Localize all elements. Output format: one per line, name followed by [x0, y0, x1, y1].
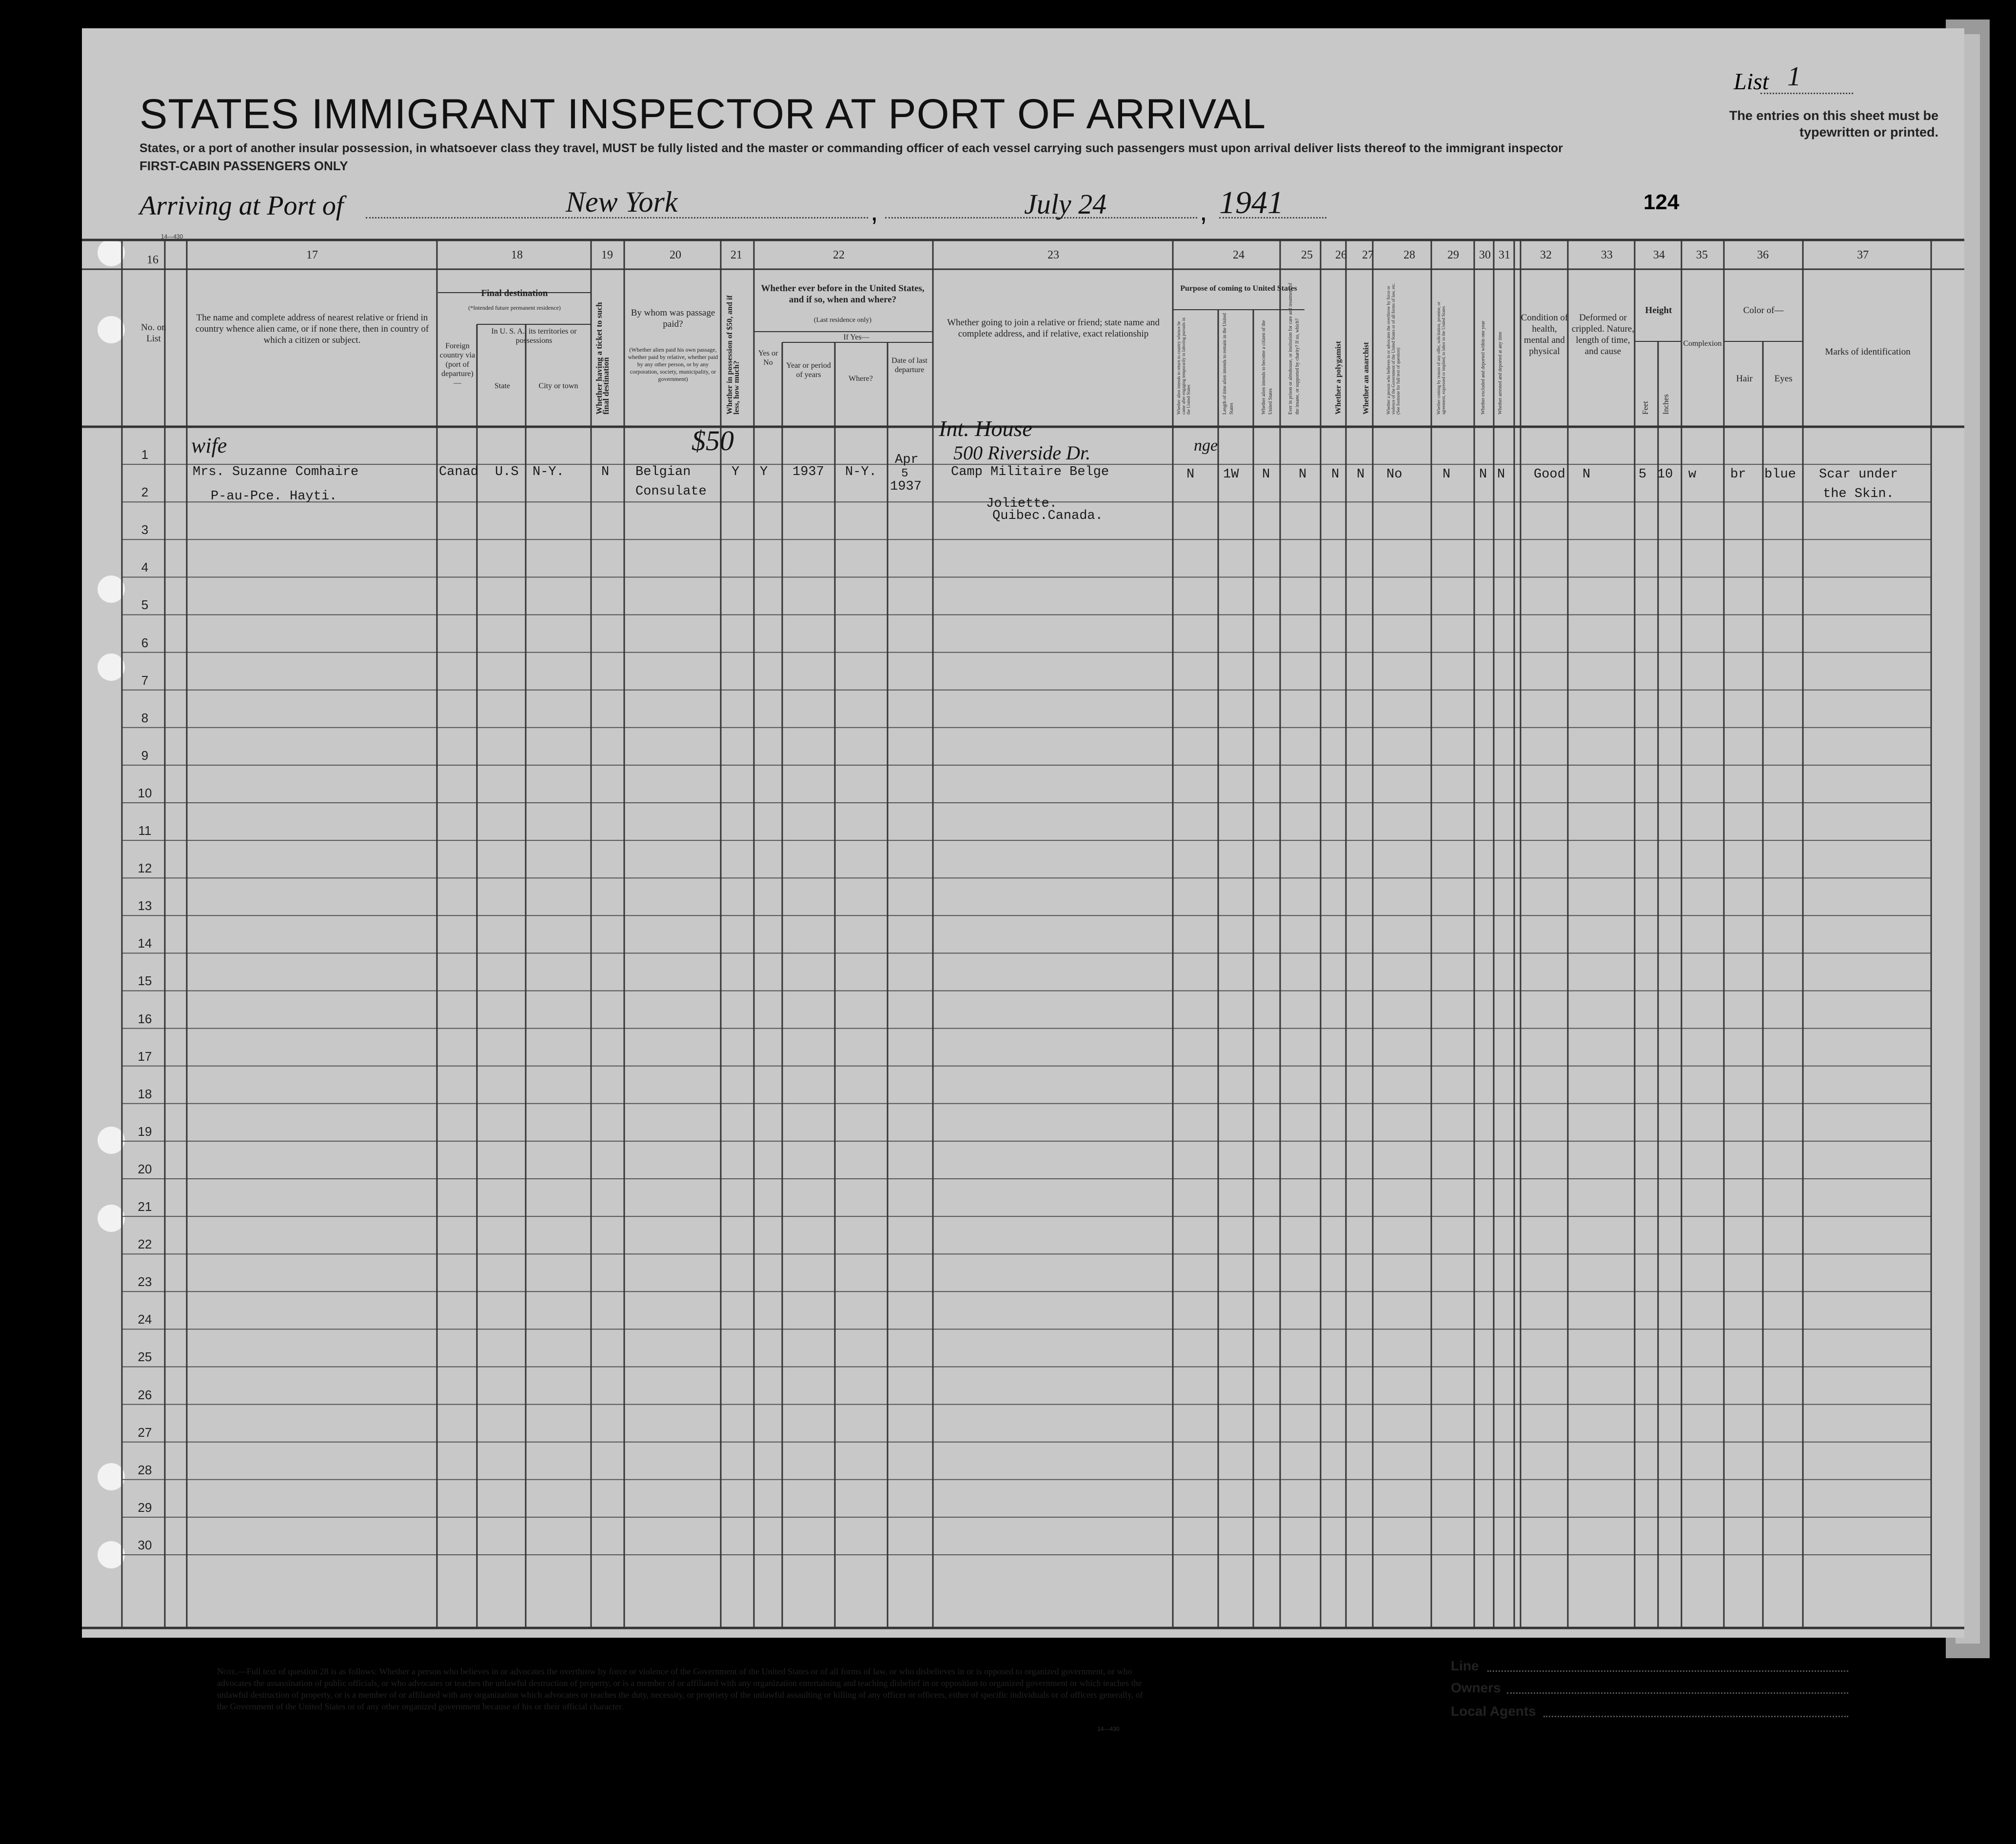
- row-number: 13: [138, 898, 152, 913]
- excluded-value: N: [1479, 467, 1487, 482]
- money-handwritten: $50: [692, 425, 734, 456]
- row-number: 15: [138, 973, 152, 989]
- col-header-passage-paid: By whom was passage paid?: [631, 308, 715, 329]
- col-header-city: City or town: [538, 382, 578, 390]
- form-subtitle-line1: States, or a port of another insular possession, in whatsoever class they travel, MUST be fully listed and the master or commanding officer of each vessel carrying such passengers must upon arrival deliver lists thereof to the immigrant inspector: [139, 141, 1563, 155]
- prison-value: N: [1299, 467, 1307, 482]
- col-header-color-of: Color of—: [1743, 305, 1784, 316]
- row-number: 1: [141, 447, 149, 462]
- form-title: STATES IMMIGRANT INSPECTOR AT PORT OF ARRIVAL: [139, 91, 1266, 138]
- year-value: 1941: [1219, 185, 1284, 220]
- col-header-join-relative: Whether going to join a relative or friend; state name and complete address, and if relative, exact relationship: [947, 317, 1160, 339]
- marks-line1: Scar under: [1819, 467, 1898, 482]
- form-code-bottom: 14—430: [1097, 1725, 1120, 1732]
- col-header-final-destination: Final destination: [481, 288, 548, 298]
- row-number: 9: [141, 748, 149, 763]
- row-number: 11: [138, 823, 152, 838]
- col-header-if-yes: If Yes—: [843, 333, 870, 341]
- row-number: 14: [138, 936, 152, 951]
- col-header-foreign-country: Foreign country via (port of departure)—: [439, 342, 475, 387]
- col-num-29: 29: [1447, 249, 1459, 261]
- col-header-passage-paid-note: (Whether alien paid his own passage, whether paid by relative, whether paid by any other person, or by any corporation, society, municipality, or government): [628, 346, 718, 382]
- footnote-text: —Full text of question 28 is as follows: Whether a person who believes in or advocates the overthrow by force or violence of the Government of the United States or of all forms of law, or who disbelieves in or is opposed to organized government, or who advocates the assassination of public officials, or who advocates or teaches the unlawful destruction of property, or is a member of or affiliated with any organization entertaining and teaching disbelief in or opposition to organized government or which teaches the unlawful destruction of property, or is a member of or affiliated with any organization which advocates or teaches the duty, necessity, or propriety of the unlawful assaulting or killing of any officer or officers, either of specific individuals or of officers generally, of the Government of the United States or of any other organized government because of his or their official character.: [217, 1666, 1143, 1711]
- join-handwritten-1: Int. House: [939, 416, 1032, 441]
- col-header-polygamist: Whether a polygamist: [1334, 341, 1343, 415]
- row-number: 24: [138, 1312, 152, 1327]
- col-num-18: 18: [511, 249, 523, 261]
- row-number: 18: [138, 1086, 152, 1101]
- col-header-complexion: Complexion: [1683, 339, 1722, 348]
- col-num-17: 17: [306, 249, 318, 261]
- row-number: 27: [138, 1425, 152, 1440]
- join-line2: Joliette.: [986, 496, 1057, 511]
- col-header-ticket: Whether having a ticket to such final destination: [594, 302, 611, 415]
- row-number: 19: [138, 1124, 152, 1139]
- relation-handwritten: wife: [191, 434, 227, 457]
- col-num-20: 20: [670, 249, 681, 261]
- departure-year: 1937: [890, 479, 922, 494]
- where-value: N-Y.: [845, 465, 877, 479]
- col-header-ever-in-us: Whether ever before in the United States, and if so, when and where?: [761, 283, 925, 305]
- col-header-hair: Hair: [1736, 374, 1753, 384]
- col-num-21: 21: [731, 249, 742, 261]
- owners-dots: [1507, 1692, 1848, 1694]
- col-num-22: 22: [833, 249, 845, 261]
- foreign-country: Canad: [439, 465, 479, 479]
- row-number: 17: [138, 1049, 152, 1064]
- ever-in-us-value: Y: [760, 465, 768, 479]
- col-header-date-departure: Date of last departure: [891, 357, 928, 374]
- join-handwritten-2: 500 Riverside Dr.: [953, 442, 1091, 464]
- row-number: 29: [138, 1500, 152, 1515]
- col-header-yes-no: Yes or No: [758, 349, 778, 367]
- citizen-value: N: [1262, 467, 1270, 482]
- col-num-28: 28: [1403, 249, 1415, 261]
- row-number: 6: [141, 635, 149, 650]
- overthrow-value: No: [1386, 467, 1403, 482]
- row-number: 8: [141, 710, 149, 725]
- paid-by-line2: Consulate: [635, 484, 707, 499]
- list-number: 1: [1787, 61, 1801, 92]
- list-label: List: [1734, 69, 1769, 95]
- col-num-27: 27: [1362, 249, 1374, 261]
- col-header-arrested: Whether arrested and deported at any time: [1498, 332, 1503, 415]
- hair-value: br: [1730, 467, 1746, 482]
- row-number: 22: [138, 1237, 152, 1252]
- col-num-30: 30: [1479, 249, 1491, 261]
- col-header-deformed: Deformed or crippled. Nature, length of time, and cause: [1571, 313, 1635, 357]
- col-header-height: Height: [1645, 305, 1672, 316]
- port-value: New York: [566, 186, 678, 218]
- col-header-eyes: Eyes: [1774, 374, 1793, 384]
- comma: ,: [870, 196, 878, 226]
- col-num-35: 35: [1696, 249, 1708, 261]
- col-num-32: 32: [1540, 249, 1552, 261]
- typewritten-note: The entries on this sheet must be typewritten or printed.: [1729, 108, 1938, 139]
- destination-state: U.S: [495, 465, 519, 479]
- deformed-value: N: [1582, 467, 1591, 482]
- row-number: 12: [138, 861, 152, 876]
- col-num-36: 36: [1757, 249, 1769, 261]
- footnote-label: Note.: [217, 1666, 238, 1676]
- col-header-state: State: [494, 382, 510, 390]
- comma: ,: [1200, 196, 1207, 226]
- form-code-top: 14—430: [161, 233, 183, 240]
- anarchist-value: N: [1357, 467, 1365, 482]
- destination-city: N-Y.: [533, 465, 564, 479]
- col-num-26: 26: [1335, 249, 1347, 261]
- marks-line2: the Skin.: [1823, 487, 1894, 501]
- join-line1: Camp Militaire Belge: [951, 465, 1109, 479]
- row-number: 16: [138, 1011, 152, 1026]
- agents-dots: [1543, 1716, 1848, 1717]
- col-num-16: 16: [147, 254, 158, 266]
- col-header-marks: Marks of identification: [1825, 347, 1911, 357]
- line-label: Line: [1451, 1658, 1479, 1673]
- col-header-overthrow: Whether a person who believes in or advocates the overthrow by force or violence of the Government of the United States or of all forms of law, etc. (See footnote for full text of question): [1386, 283, 1401, 415]
- col-header-feet: Feet: [1641, 401, 1650, 415]
- col-header-inches: Inches: [1662, 394, 1670, 415]
- row-number: 20: [138, 1161, 152, 1176]
- paid-by-line1: Belgian: [635, 465, 691, 479]
- col-header-excluded: Whether excluded and deported within one year: [1481, 320, 1486, 415]
- col-header-anarchist: Whether an anarchist: [1362, 342, 1370, 415]
- row-number: 25: [138, 1349, 152, 1365]
- col-num-19: 19: [601, 249, 613, 261]
- col-header-possession-50: Whether in possession of $50, and if less, how much?: [726, 295, 741, 415]
- has-50-value: Y: [731, 465, 740, 479]
- col-header-no-on-list: No. on List: [141, 322, 166, 344]
- row-number: 5: [141, 597, 149, 613]
- row-number: 10: [138, 785, 152, 800]
- col-header-length-stay: Length of time alien intends to remain in the United States: [1222, 313, 1234, 415]
- col-header-return-country: Whether alien intends to return to country whence he came after engaging temporarily in laboring pursuits in the United States: [1176, 317, 1191, 415]
- departure-month: Apr: [895, 453, 919, 467]
- return-country-value: N: [1186, 467, 1195, 482]
- col-header-last-residence: (Last residence only): [813, 317, 872, 324]
- row-number: 23: [138, 1274, 152, 1289]
- line-dots: [1487, 1670, 1848, 1672]
- row-number: 3: [141, 522, 149, 537]
- col-header-health: Condition of health, mental and physical: [1521, 313, 1568, 357]
- row-number: 2: [141, 485, 149, 500]
- owners-label: Owners: [1451, 1680, 1501, 1695]
- col-header-prison: Ever in prison or almshouse, or institution for care and treatment of the insane, or supported by charity? If so, which?: [1288, 283, 1300, 415]
- page-number: 124: [1643, 190, 1680, 214]
- join-line3: Quibec.Canada.: [992, 509, 1103, 523]
- col-header-offer-labor: Whether coming by reason of any offer, solicitation, promise, or agreement, expressed or implied, to labor in the United States: [1436, 301, 1446, 415]
- col-header-where: Where?: [849, 375, 873, 383]
- departure-day: 5: [901, 467, 909, 480]
- col-num-31: 31: [1499, 249, 1510, 261]
- polygamist-value: N: [1331, 467, 1340, 482]
- arriving-label: Arriving at Port of: [139, 191, 344, 221]
- col-header-year-period: Year or period of years: [786, 361, 831, 379]
- offer-labor-value: N: [1443, 467, 1451, 482]
- feet-value: 5: [1639, 467, 1647, 482]
- col-header-final-destination-note: (*Intended future permanent residence): [468, 304, 561, 311]
- col-header-purpose: Purpose of coming to United States: [1180, 284, 1297, 293]
- row-number: 21: [138, 1199, 152, 1214]
- row-number: 30: [138, 1537, 152, 1552]
- col-num-23: 23: [1048, 249, 1059, 261]
- col-header-relative-address: The name and complete address of nearest relative or friend in country whence alien came, or if none there, then in country of which a citizen or subject.: [195, 313, 429, 345]
- col-header-citizen: Whether alien intends to become a citizen of the United States: [1261, 320, 1273, 415]
- date-value: July 24: [1024, 188, 1107, 220]
- row-number: 28: [138, 1462, 152, 1477]
- inches-value: 10: [1657, 467, 1673, 482]
- arrested-value: N: [1497, 467, 1505, 482]
- join-handwritten-3: nge: [1194, 436, 1218, 455]
- col-num-34: 34: [1653, 249, 1665, 261]
- col-num-33: 33: [1601, 249, 1613, 261]
- col-num-24: 24: [1233, 249, 1245, 261]
- relative-address: P-au-Pce. Hayti.: [211, 489, 337, 504]
- col-header-usa-territories: In U. S. A., its territories or possessions: [491, 327, 577, 345]
- col-num-25: 25: [1301, 249, 1313, 261]
- local-agents-label: Local Agents: [1451, 1704, 1536, 1719]
- row-number: 7: [141, 673, 149, 688]
- health-value: Good: [1534, 467, 1565, 482]
- row-number: 26: [138, 1387, 152, 1402]
- length-stay-value: 1W: [1223, 467, 1239, 482]
- eyes-value: blue: [1764, 467, 1796, 482]
- ticket-value: N: [601, 465, 610, 479]
- relative-name: Mrs. Suzanne Comhaire: [193, 465, 359, 479]
- form-subtitle-line2: FIRST-CABIN PASSENGERS ONLY: [139, 159, 348, 173]
- footnote-question-28: [217, 1666, 1153, 1712]
- complexion-value: w: [1688, 467, 1697, 482]
- row-number: 4: [141, 560, 149, 575]
- year-value: 1937: [792, 465, 824, 479]
- col-num-37: 37: [1857, 249, 1869, 261]
